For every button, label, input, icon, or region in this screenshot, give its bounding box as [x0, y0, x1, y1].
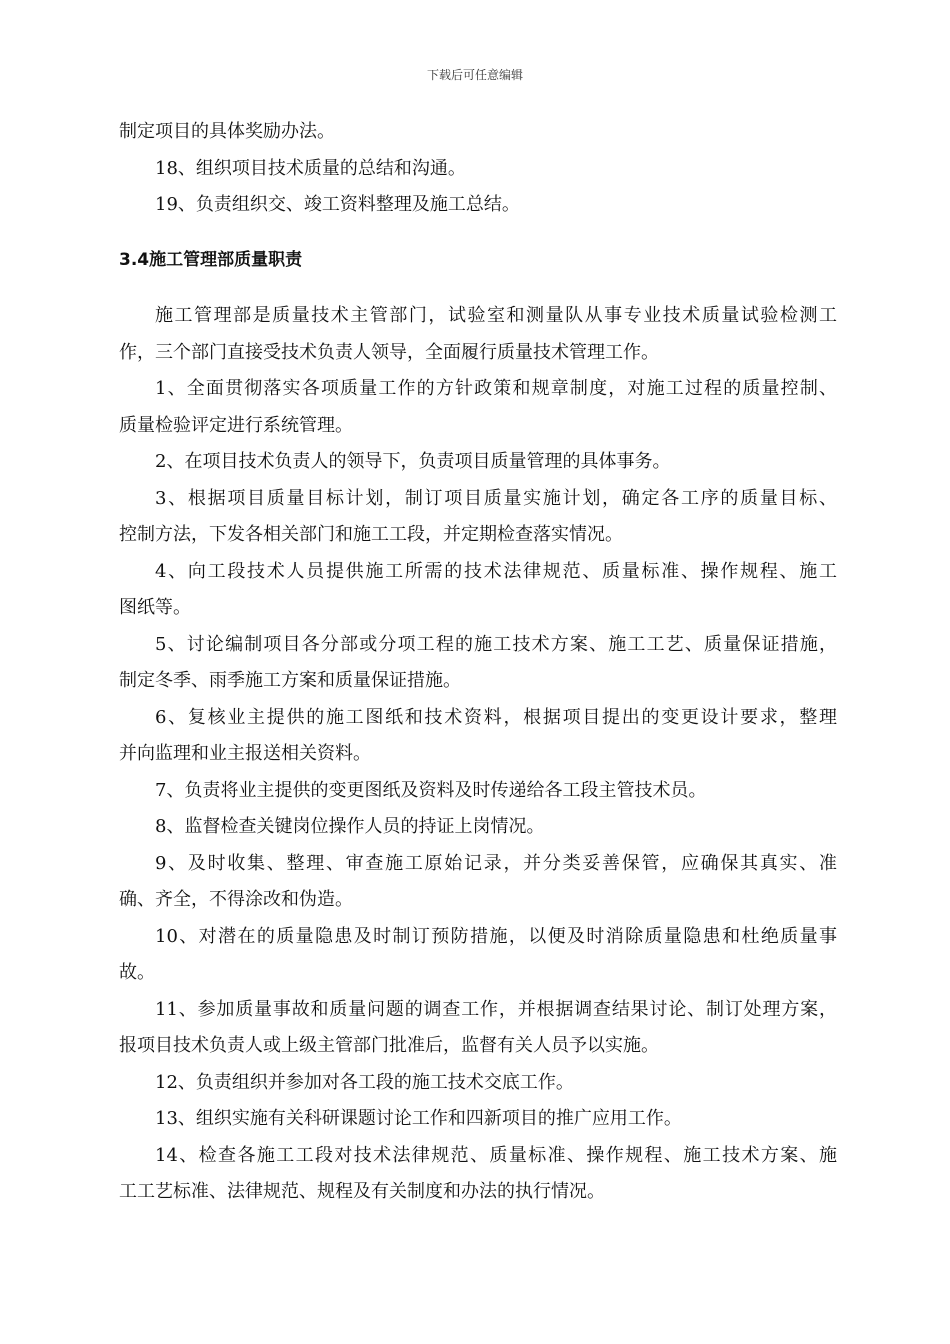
intro-paragraph-line: 施工管理部是质量技术主管部门，试验室和测量队从事专业技术质量试验检测工 [155, 305, 837, 326]
list-item-4: 4、向工段技术人员提供施工所需的技术法律规范、质量标准、操作规程、施工 [155, 560, 837, 582]
paragraph-line: 制定项目的具体奖励办法。 [119, 121, 335, 142]
list-item-11-cont: 报项目技术负责人或上级主管部门批准后，监督有关人员予以实施。 [119, 1035, 659, 1056]
list-item-9: 9、及时收集、整理、审查施工原始记录，并分类妥善保管，应确保其真实、准 [155, 852, 837, 874]
list-item-8: 8、监督检查关键岗位操作人员的持证上岗情况。 [155, 816, 545, 837]
intro-paragraph-line: 作，三个部门直接受技术负责人领导，全面履行质量技术管理工作。 [119, 341, 659, 363]
list-item-10: 10、对潜在的质量隐患及时制订预防措施，以便及时消除质量隐患和杜绝质量事 [155, 925, 837, 947]
list-item-3-cont: 控制方法，下发各相关部门和施工工段，并定期检查落实情况。 [119, 524, 623, 545]
list-item-2: 2、在项目技术负责人的领导下，负责项目质量管理的具体事务。 [155, 451, 671, 472]
list-item-14-cont: 工工艺标准、法律规范、规程及有关制度和办法的执行情况。 [119, 1181, 605, 1202]
page-header: 下载后可任意编辑 [426, 68, 523, 82]
list-item-1-cont: 质量检验评定进行系统管理。 [119, 414, 353, 436]
list-item-6-cont: 并向监理和业主报送相关资料。 [119, 743, 371, 764]
list-item-5-cont: 制定冬季、雨季施工方案和质量保证措施。 [119, 670, 461, 691]
list-item-14: 14、检查各施工工段对技术法律规范、质量标准、操作规程、施工技术方案、施 [155, 1144, 837, 1166]
section-title: 3.4施工管理部质量职责 [119, 249, 303, 270]
list-item-6: 6、复核业主提供的施工图纸和技术资料，根据项目提出的变更设计要求，整理 [155, 706, 837, 728]
list-item-18: 18、组织项目技术质量的总结和沟通。 [155, 157, 466, 179]
list-item-19: 19、负责组织交、竣工资料整理及施工总结。 [155, 194, 520, 215]
list-item-3: 3、根据项目质量目标计划，制订项目质量实施计划，确定各工序的质量目标、 [155, 487, 837, 509]
list-item-4-cont: 图纸等。 [119, 597, 191, 618]
list-item-9-cont: 确、齐全，不得涂改和伪造。 [119, 889, 353, 910]
list-item-12: 12、负责组织并参加对各工段的施工技术交底工作。 [155, 1071, 574, 1093]
list-item-13: 13、组织实施有关科研课题讨论工作和四新项目的推广应用工作。 [155, 1108, 682, 1129]
list-item-5: 5、讨论编制项目各分部或分项工程的施工技术方案、施工工艺、质量保证措施， [155, 633, 837, 655]
list-item-11: 11、参加质量事故和质量问题的调查工作，并根据调查结果讨论、制订处理方案， [155, 998, 837, 1020]
list-item-1: 1、全面贯彻落实各项质量工作的方针政策和规章制度，对施工过程的质量控制、 [155, 378, 837, 399]
document-body [119, 114, 837, 1211]
list-item-7: 7、负责将业主提供的变更图纸及资料及时传递给各工段主管技术员。 [155, 779, 707, 801]
list-item-10-cont: 故。 [119, 962, 155, 983]
